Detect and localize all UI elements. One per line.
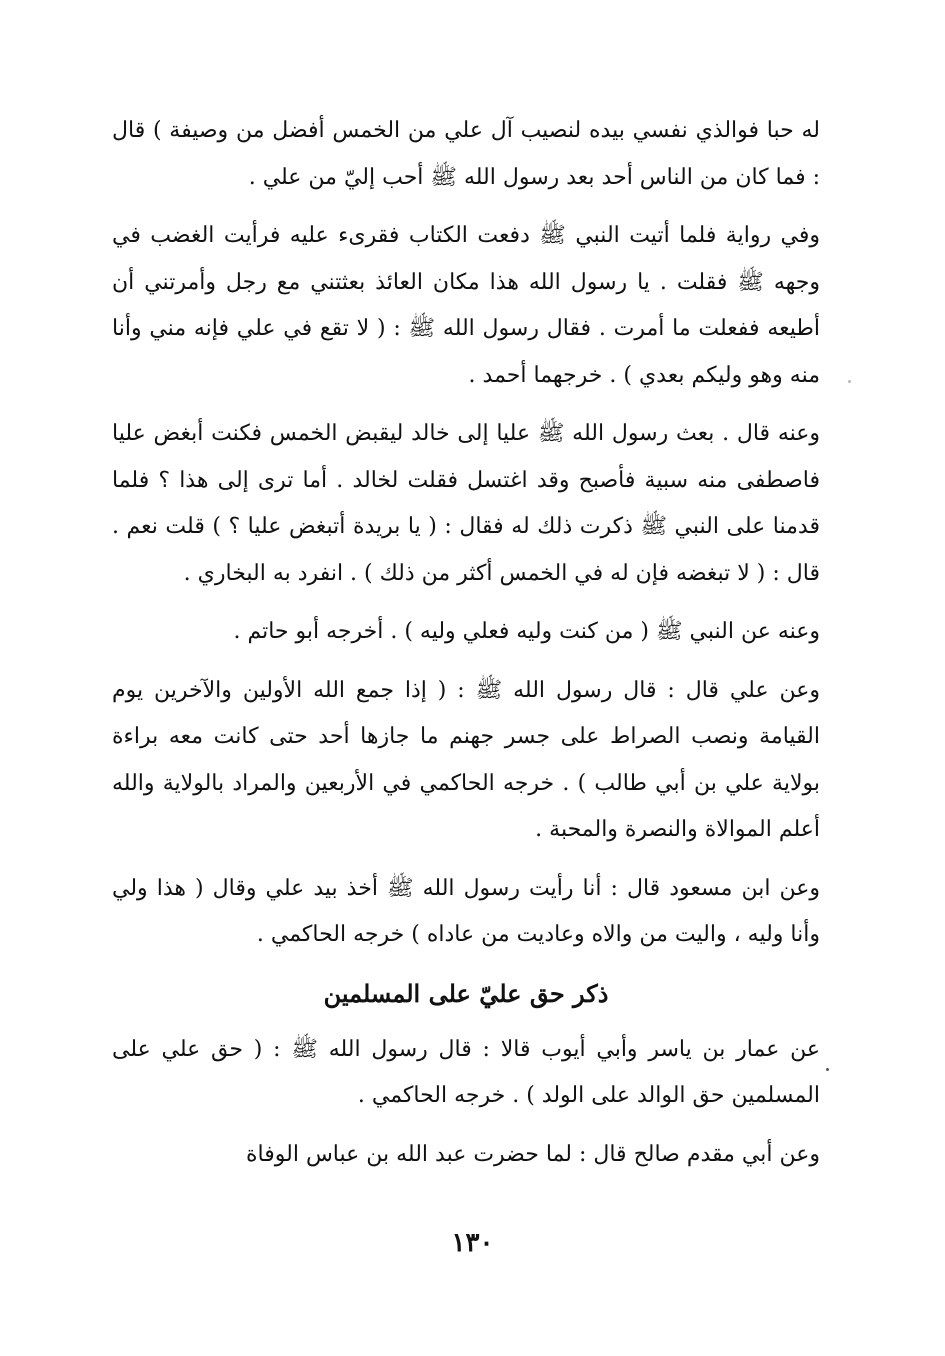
scan-speck-icon (826, 1068, 829, 1071)
section-heading: ذكر حق عليّ على المسلمين (323, 978, 609, 1008)
page-body-text (112, 108, 820, 1190)
scan-speck-icon (848, 380, 851, 383)
paragraph-1: له حبا فوالذي نفسي بيده لنصيب آل علي من الخمس أفضل من وصيفة ) قال : فما كان من الناس أحد بعد رسول الله ﷺ أحب إليّ من علي . (112, 118, 820, 190)
paragraph-4: وعنه عن النبي ﷺ ( من كنت وليه فعلي وليه ) . أخرجه أبو حاتم . (233, 619, 820, 644)
paragraph-5: وعن علي قال : قال رسول الله ﷺ : ( إذا جمع الله الأولين والآخرين يوم القيامة ونصب الصراط على جسر جهنم ما جازها أحد حتى كانت معه براءة بولاية علي بن أبي طالب ) . خرجه الحاكمي في الأربعين والمراد بالولاية والله أعلم الموالاة والنصرة والمحبة . (112, 677, 820, 842)
page-number: ١٣٠ (451, 1228, 494, 1258)
section-paragraph-1: عن عمار بن ياسر وأبي أيوب قالا : قال رسول الله ﷺ : ( حق علي على المسلمين حق الوالد على الولد ) . خرجه الحاكمي . (112, 1036, 820, 1108)
paragraph-2: وفي رواية فلما أتيت النبي ﷺ دفعت الكتاب فقرىء عليه فرأيت الغضب في وجهه ﷺ فقلت . يا رسول الله هذا مكان العائذ بعثتني مع رجل وأمرتني أن أطيعه ففعلت ما أمرت . فقال رسول الله ﷺ : ( لا تقع في علي فإنه مني وأنا منه وهو وليكم بعدي ) . خرجهما أحمد . (112, 223, 820, 388)
paragraph-6: وعن ابن مسعود قال : أنا رأيت رسول الله ﷺ أخذ بيد علي وقال ( هذا ولي وأنا وليه ، واليت من والاه وعاديت من عاداه ) خرجه الحاكمي . (112, 875, 820, 947)
paragraph-3: وعنه قال . بعث رسول الله ﷺ عليا إلى خالد ليقبض الخمس فكنت أبغض عليا فاصطفى منه سبية فأصبح وقد اغتسل فقلت لخالد . أما ترى إلى هذا ؟ فلما قدمنا على النبي ﷺ ذكرت ذلك له فقال : ( يا بريدة أتبغض عليا ؟ ) قلت نعم . قال : ( لا تبغضه فإن له في الخمس أكثر من ذلك ) . انفرد به البخاري . (112, 421, 820, 586)
section-paragraph-2: وعن أبي مقدم صالح قال : لما حضرت عبد الله بن عباس الوفاة (246, 1141, 820, 1167)
